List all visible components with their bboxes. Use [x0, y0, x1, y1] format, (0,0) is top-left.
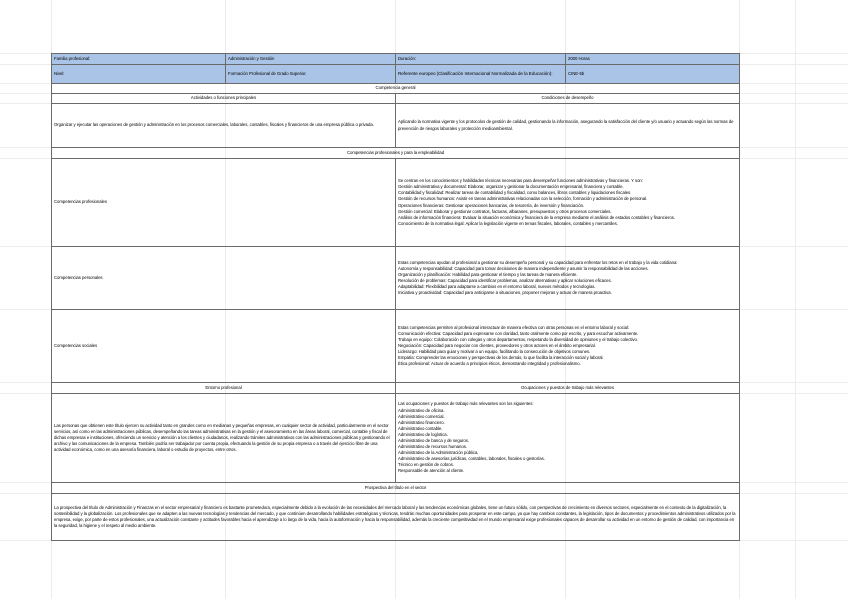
prospectiva-text[interactable]: La prospectiva del título de Administración y Finanzas en el sector empresarial y financiero es bastante prometedora, especialmente debido a la evolución de las necesidades del mercado laboral y las tendencias económicas globales, tiene un futuro sólido, con perspectivas de crecimiento en diversos sectores, especialmente en el contexto de la digitalización, la sostenibilidad y la globalización. Los profesionales que se adapten a las nuevas tecnologías y tendencias del mercado, y que continúen desarrollando habilidades estratégicas y técnicas, tendrán muchas oportunidades para prosperar en este campo, ya que hay cambios constantes, la legislación, tipos de documentos y procedimientos administrativos utilizados por la empresa, exige, por parte de estos profesionales, una actualización constante y actitudes favorables hacia el aprendizaje a lo largo de la vida, hacia la autoformación y hacia la responsabilidad, además la creciente competitividad en el mundo empresarial exige profesionales capaces de desarrollar su actividad en un entorno de gestión de calidad, con importancia en la seguridad, la higiene y el respeto al medio ambiente.	[52, 494, 740, 541]
ocupaciones-line: Las ocupaciones y puestos de trabajo más relevantes son los siguientes:	[398, 401, 534, 407]
profesionales-line: Contabilidad y fiscalidad: Realizar tareas de contabilidad y fiscalidad, como balances, libros contables y liquidaciones fiscales.	[398, 190, 632, 196]
ocupaciones-text[interactable]	[396, 394, 740, 483]
entorno-heading[interactable]: Entorno profesional	[52, 383, 396, 394]
personales-line: Resolución de problemas: Capacidad para identificar problemas, analizar alternativas y aplicar soluciones eficaces.	[398, 278, 612, 283]
competencia-general-title[interactable]: Competencia general	[52, 84, 740, 94]
ocupaciones-line: Administrativo comercial.	[398, 413, 445, 419]
sociales-line: Empatía: Comprender las emociones y perspectivas de los demás, lo que facilita la interacción social y laboral.	[398, 355, 604, 361]
duracion-label[interactable]: Duración:	[396, 54, 566, 65]
referente-label[interactable]: Referente europeo (Clasificación Internacional Normalizada de la Educación):	[396, 65, 566, 84]
profesionales-line: Gestión comercial: Elaborar y gestionar contratos, facturas, albaranes, presupuestos y otros procesos comerciales.	[398, 208, 612, 214]
personales-line: Estas competencias ayudan al profesional a gestionar su desempeño personal y su capacidad para enfrentar los retos en el trabajo y la vida cotidiana:	[398, 259, 678, 265]
sociales-row	[52, 310, 740, 383]
personales-line: Autonomía y responsabilidad: Capacidad para tomar decisiones de manera independiente y asumir la responsabilidad de las acciones.	[398, 265, 649, 271]
ocupaciones-line: Administrativo de logística.	[398, 431, 448, 437]
personales-line: Adaptabilidad: Flexibilidad para adaptarse a cambios en el entorno laboral, nuevos métodos y tecnologías.	[398, 284, 596, 290]
empleabilidad-title[interactable]: Competencias profesionales y para la empleabilidad	[52, 148, 740, 159]
empleabilidad-title-row	[52, 148, 740, 159]
entorno-text-row	[52, 394, 740, 483]
sociales-text[interactable]	[396, 310, 740, 383]
sociales-line: Liderazgo: Habilidad para guiar y motivar a un equipo, facilitando la consecución de objetivos comunes.	[398, 349, 591, 355]
competencia-general-title-row	[52, 84, 740, 94]
ocupaciones-line: Responsable de atención al cliente.	[398, 468, 465, 474]
ocupaciones-line: Administrativo de recursos humanos.	[398, 444, 467, 450]
familia-row	[52, 54, 740, 65]
sociales-line: Comunicación efectiva: Capacidad para expresarse con claridad, tanto oralmente como por escrito, y para escuchar activamente.	[398, 330, 639, 336]
nivel-label[interactable]: Nivel:	[52, 65, 226, 84]
competencia-subheadings-row	[52, 94, 740, 104]
familia-label[interactable]: Familia profesional:	[52, 54, 226, 65]
profesionales-line: Operaciones financieras: Gestionar operaciones bancarias, de tesorería, de inversión y financiación.	[398, 202, 585, 208]
profesionales-line: Gestión administrativa y documental: Elaborar, organizar y gestionar la documentación empresarial, financiera y contable.	[398, 184, 624, 190]
referente-value[interactable]: CINE-5b	[566, 65, 740, 84]
personales-row	[52, 247, 740, 310]
titulo-sheet	[51, 53, 740, 541]
sociales-line: Ética profesional: Actuar de acuerdo a principios éticos, demostrando integridad y profesionalismo.	[398, 361, 581, 367]
sociales-line: Estas competencias permiten al profesional interactuar de manera efectiva con otras personas en el entorno laboral y social:	[398, 324, 629, 330]
prospectiva-text-row	[52, 494, 740, 541]
actividades-text[interactable]: Organizar y ejecutar las operaciones de gestión y administración en los procesos comerciales, laborales, contables, fiscales y financieros de una empresa pública o privada.	[52, 104, 396, 148]
profesionales-line: Gestión de recursos humanos: Asistir en tareas administrativas relacionadas con la selección, formación y administración de personal.	[398, 196, 648, 202]
condiciones-heading[interactable]: Condiciones de desempeño	[396, 94, 740, 104]
entorno-headings-row	[52, 383, 740, 394]
profesionales-label[interactable]: Competencias profesionales	[52, 159, 396, 247]
personales-line: Organización y planificación: Habilidad para gestionar el tiempo y las tareas de manera eficiente.	[398, 271, 578, 277]
sociales-label[interactable]: Competencias sociales	[52, 310, 396, 383]
entorno-text[interactable]: Las personas que obtienen este título ejercen su actividad tanto en grandes como en medianas y pequeñas empresas, en cualquier sector de actividad, particularmente en el sector servicios, así como en las administraciones públicas, desempeñando las tareas administrativas en la gestión y el asesoramiento en las áreas laboral, comercial, contable y fiscal de dichas empresas e instituciones, ofreciendo un servicio y atención a los clientes y ciudadanos, realizando trámites administrativos con las administraciones públicas y gestionando el archivo y las comunicaciones de la empresa. También podría ser trabajador por cuenta propia, efectuando la gestión de su propia empresa o a través del ejercicio libre de una actividad económica, como en una asesoría financiera, laboral o estudio de proyectos, entre otros.	[52, 394, 396, 483]
ocupaciones-heading[interactable]: Ocupaciones y puestos de trabajo más relevantes	[396, 383, 740, 394]
personales-label[interactable]: Competencias personales	[52, 247, 396, 310]
competencia-text-row	[52, 104, 740, 148]
ocupaciones-line: Administrativo de la Administración pública.	[398, 450, 479, 456]
sociales-line: Trabajo en equipo: Colaboración con colegas y otros departamentos, respetando la diversidad de opiniones y el trabajo colectivo.	[398, 336, 638, 342]
condiciones-text[interactable]: Aplicando la normativa vigente y los protocolos de gestión de calidad, gestionando la información, asegurando la satisfacción del cliente y/o usuario y actuando según las normas de prevención de riesgos laborales y protección medioambiental.	[396, 104, 740, 148]
profesionales-line: Se centran en los conocimientos y habilidades técnicas necesarias para desempeñar funciones administrativas y financieras. Y son:	[398, 178, 643, 184]
ocupaciones-line: Administrativo contable.	[398, 425, 443, 431]
ocupaciones-line: Administrativo financiero.	[398, 419, 445, 425]
profesionales-row	[52, 159, 740, 247]
nivel-row	[52, 65, 740, 84]
personales-line: Iniciativa y proactividad: Capacidad para anticiparse a situaciones, proponer mejoras y actuar de manera proactiva.	[398, 290, 612, 296]
prospectiva-title[interactable]: Prospectiva del título en el sector	[52, 483, 740, 494]
ocupaciones-line: Administrativo de oficina.	[398, 407, 445, 413]
profesionales-line: Conocimiento de la normativa legal: Aplicar la legislación vigente en temas fiscales, laborales, contables y mercantiles.	[398, 220, 618, 226]
ocupaciones-line: Administrativo de asesorías jurídicas, contables, laborales, fiscales o gestorías.	[398, 456, 545, 462]
personales-text[interactable]	[396, 247, 740, 310]
profesionales-line: Análisis de información financiera: Evaluar la situación económica y financiera de la empresa mediante el análisis de estados contables y financieros.	[398, 214, 675, 220]
nivel-value[interactable]: Formación Profesional de Grado Superior.	[226, 65, 396, 84]
familia-value[interactable]: Administración y Gestión	[226, 54, 396, 65]
ocupaciones-line: Administrativo de banca y de seguros.	[398, 438, 469, 443]
sociales-line: Negociación: Capacidad para negociar con clientes, proveedores y otros actores en el ámbito empresarial.	[398, 342, 596, 348]
duracion-value[interactable]: 2000 Horas	[566, 54, 740, 65]
actividades-heading[interactable]: Actividades o funciones principales	[52, 94, 396, 104]
ocupaciones-line: Técnico en gestión de cobros.	[398, 462, 454, 468]
prospectiva-title-row	[52, 483, 740, 494]
profesionales-text[interactable]	[396, 159, 740, 247]
